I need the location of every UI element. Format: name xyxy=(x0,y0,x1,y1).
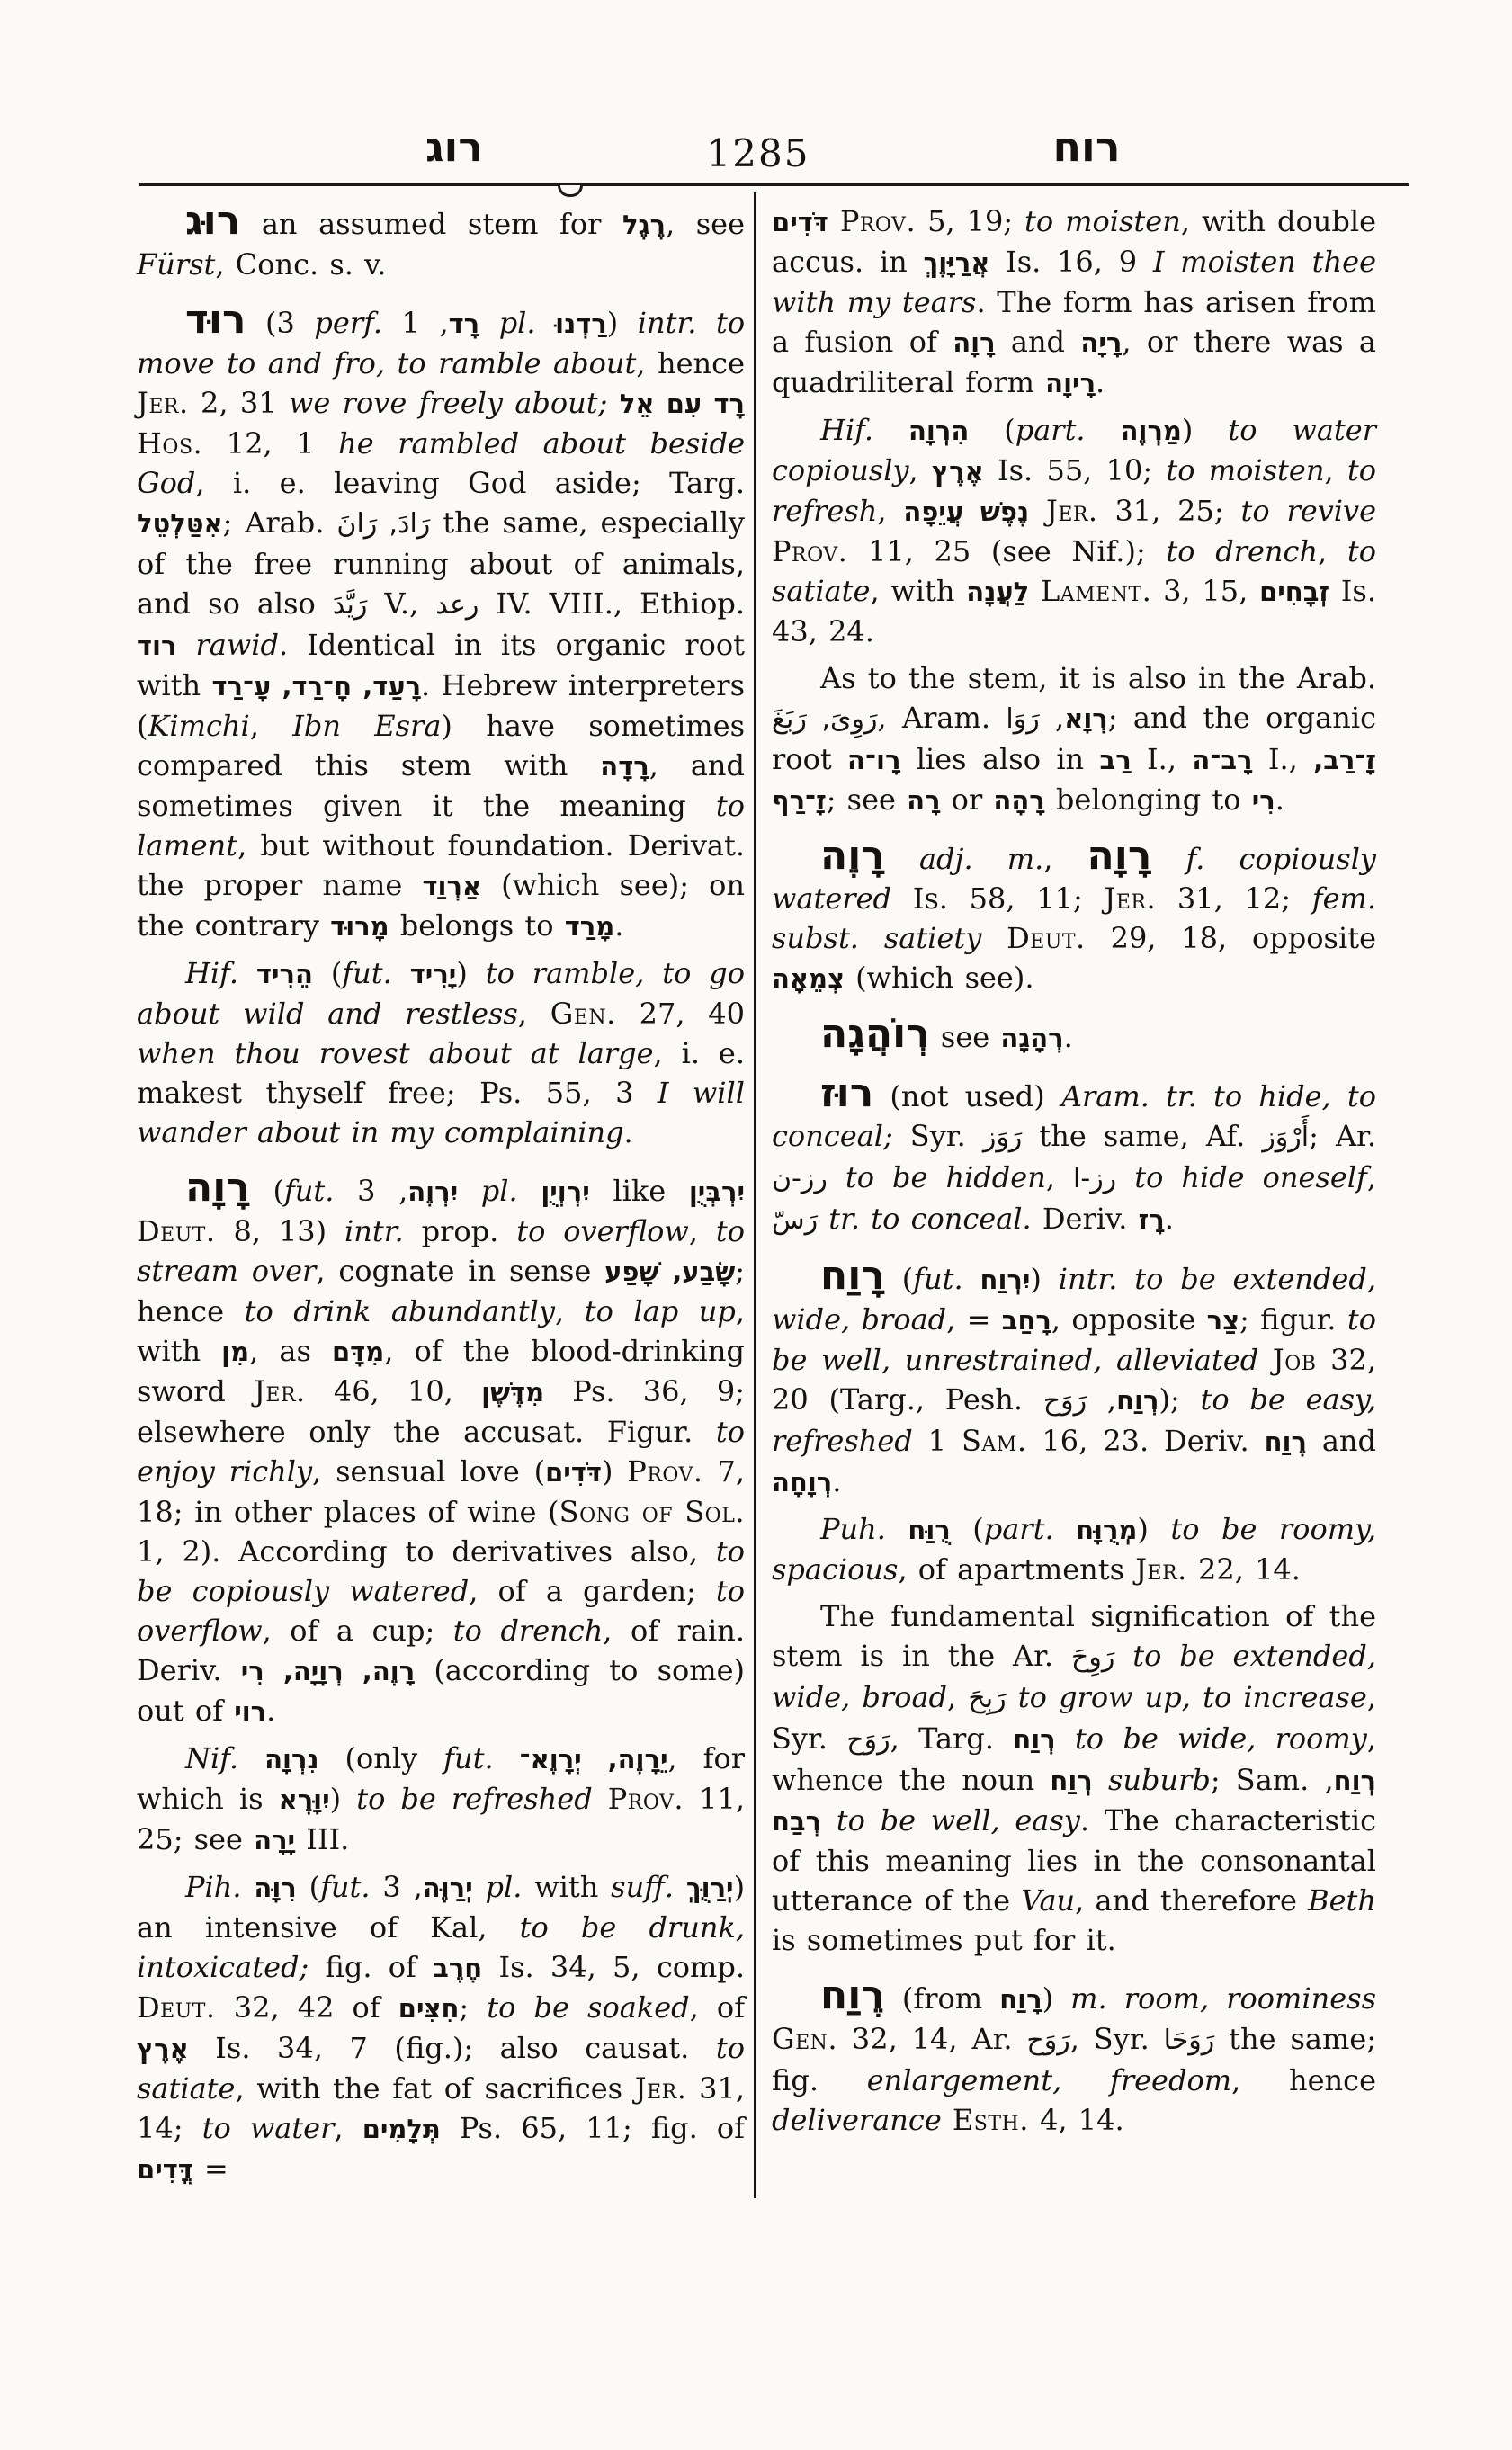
stem-discussion-paragraph: As to the stem, it is also in the Arab. رَوِىَ, رَبَغَ, Aram. רְוָא, رَوَا ; and the organic root רָו־ה lies also in רַב I., רָב־ה I., זָ־רַב, זָ־רַף; see רָה or רָהָה belonging to רִי. xyxy=(772,661,1377,817)
right-column xyxy=(772,201,1376,2140)
ravah-nifal-paragraph: Nif. נִרְוָה (only fut. יֵרָוֶה, יְרָוֶא־, for which is יִוָּרֶא) to be refreshed Prov. 11, 25; see יָרָה III. xyxy=(137,1741,746,1856)
ravah-piel-paragraph: Pih. רִוָּה (fut. יְרַוֶּה, 3 pl. with suff. יְרַוֻּךְ) an intensive of Kal, to be drunk, intoxicated; fig. of חֶרֶב Is. 34, 5, comp. Deut. 32, 42 of חִצִּים; to be soaked, of אֶרֶץ Is. 34, 7 (fig.); also causat. to satiate, with the fat of sacrifices Jer. 31, 14; to water, תְּלָמִים Ps. 65, 11; fig. of דֳּדִים = xyxy=(137,1870,746,2186)
entry-ruz-paragraph: רוּז (not used) Aram. tr. to hide, to conceal; Syr. رَوَز the same, Af. أَرْوَز; Ar. رز-ن to be hidden, رز-ا to hide oneself, رَسّ tr. to conceal. Deriv. רָז. xyxy=(772,1070,1377,1236)
header-keyword-left: רוג xyxy=(425,122,484,171)
ravah-hifil-paragraph: Hif. הִרְוָה (part. מַרְוֶה) to water copiously, אֶרֶץ Is. 55, 10; to moisten, to refresh, נֶפֶשׁ עֲיֵפָה Jer. 31, 25; to revive Prov. 11, 25 (see Nif.); to drench, to satiate, with לַעֲנָה Lament. 3, 15, זְבָחִים Is. 43, 24. xyxy=(772,413,1377,648)
entry-ravah-paragraph: רָוָה (fut. יִרְוֶה, 3 pl. יִרְוְיֻן like יִרְבְּיֻן Deut. 8, 13) intr. prop. to overflow, to stream over, cognate in sense שָׂבַע, שָׁפַע; hence to drink abundantly, to lap up, with מִן, as מִדָּם, of the blood-drinking sword Jer. 46, 10, מִדֶּשֶׁן Ps. 36, 9; elsewhere only the accusat. Figur. to enjoy richly, sensual love (דֹּדִים) Prov. 7, 18; in other places of wine (Song of Sol. 1, 2). According to derivatives also, to be copiously watered, of a garden; to overflow, of a cup; to drench, of rain. Deriv. רָוֶה, רְוָיָה, רִי (according to some) out of רוי. xyxy=(137,1165,746,1728)
rud-hifil-paragraph: Hif. הֵרִיד (fut. יָרִיד) to ramble, to go about wild and restless, Gen. 27, 40 when thou rovest about at large, i. e. makest thyself free; Ps. 55, 3 I will wander about in my complaining. xyxy=(137,956,746,1149)
header-keyword-right: רוח xyxy=(1052,122,1121,171)
ravach-pual-paragraph: Puh. רֻוַּח (part. מְרֻוָּח) to be roomy, spacious, of apartments Jer. 22, 14. xyxy=(772,1512,1377,1587)
entry-rud-paragraph: רוּד (3 perf. רָד, 1 pl. רַדְנוּ) intr. to move to and fro, to ramble about, hence Jer. 2, 31 we rove freely about; רָד עִם אֵל Hos. 12, 1 he rambled about beside God, i. e. leaving God aside; Targ. אִטַּלְטֵל; Arab. رَادَ, رَانَ the same, especially of the free running about of animals, and so also رَيَّدَ V., رعد IV. VIII., Ethiop. רוד rawid. Identical in its organic root with רָעַד, חָ־רַד, עָ־רַד. Hebrew interpreters (Kimchi, Ibn Esra) have sometimes compared this stem with רָדָה, and sometimes given it the meaning to lament, but without foundation. Derivat. the proper name אַרְוַד (which see); on the contrary מָרוּד belongs to מָרַד. xyxy=(137,297,746,943)
entry-raveh-adj-paragraph: רָוֶה adj. m., רָוָה f. copiously watered Is. 58, 11; Jer. 31, 12; fem. subst. satiety Deut. 29, 18, opposite צְמֵאָה (which see). xyxy=(772,833,1377,995)
column-divider xyxy=(754,192,756,2198)
ravah-piel-continuation-paragraph: דֹּדִים Prov. 5, 19; to moisten, with double accus. in אֲרַיָּוֶךְ Is. 16, 9 I moisten thee with my tears. The form has arisen from a fusion of רָוָה and רָיָה, or there was a quadriliteral form רָיוָה. xyxy=(772,204,1377,399)
ravach-fundamental-paragraph: The fundamental signification of the stem is in the Ar. رَوِحَ to be extended, wide, broad, رَبِحَ to grow up, to increase, Syr. رَوَح, Targ. רְוַח to be wide, roomy, whence the noun רְוַח suburb; Sam. רְוַח, רְבַח to be well, easy. The characteristic of this meaning lies in the consonantal utterance of the Vau, and therefore Beth is sometimes put for it. xyxy=(772,1599,1377,1957)
entry-rohagah-paragraph: רְוֹהֲגָה see רְהָגָה. xyxy=(820,1011,1073,1057)
header-rule-ornament xyxy=(558,185,583,197)
entry-ravach-paragraph: רָוַח (fut. יִרְוַח) intr. to be extended, wide, broad, = רָחַב, opposite צַר; figur. to be well, unrestrained, alleviated Job 32, 20 (Targ., Pesh. רְוַח, رَوَح ); to be easy, refreshed 1 Sam. 16, 23. Deriv. רֶוַח and רְוָחָה. xyxy=(772,1253,1377,1498)
header-rule xyxy=(139,183,1409,186)
entry-rug-paragraph: רוּג an assumed stem for רֶגֶל, see Fürst, Conc. s. v. xyxy=(137,198,746,282)
entry-revach-noun-paragraph: רֶוַח (from רָוַח) m. room, roominess Gen. 32, 14, Ar. رَوَح, Syr. رَوَحَا the same; fig. enlargement, freedom, hence deliverance Esth. 4, 14. xyxy=(772,1972,1377,2137)
page-number: 1285 xyxy=(706,131,810,175)
left-column xyxy=(137,198,746,2189)
